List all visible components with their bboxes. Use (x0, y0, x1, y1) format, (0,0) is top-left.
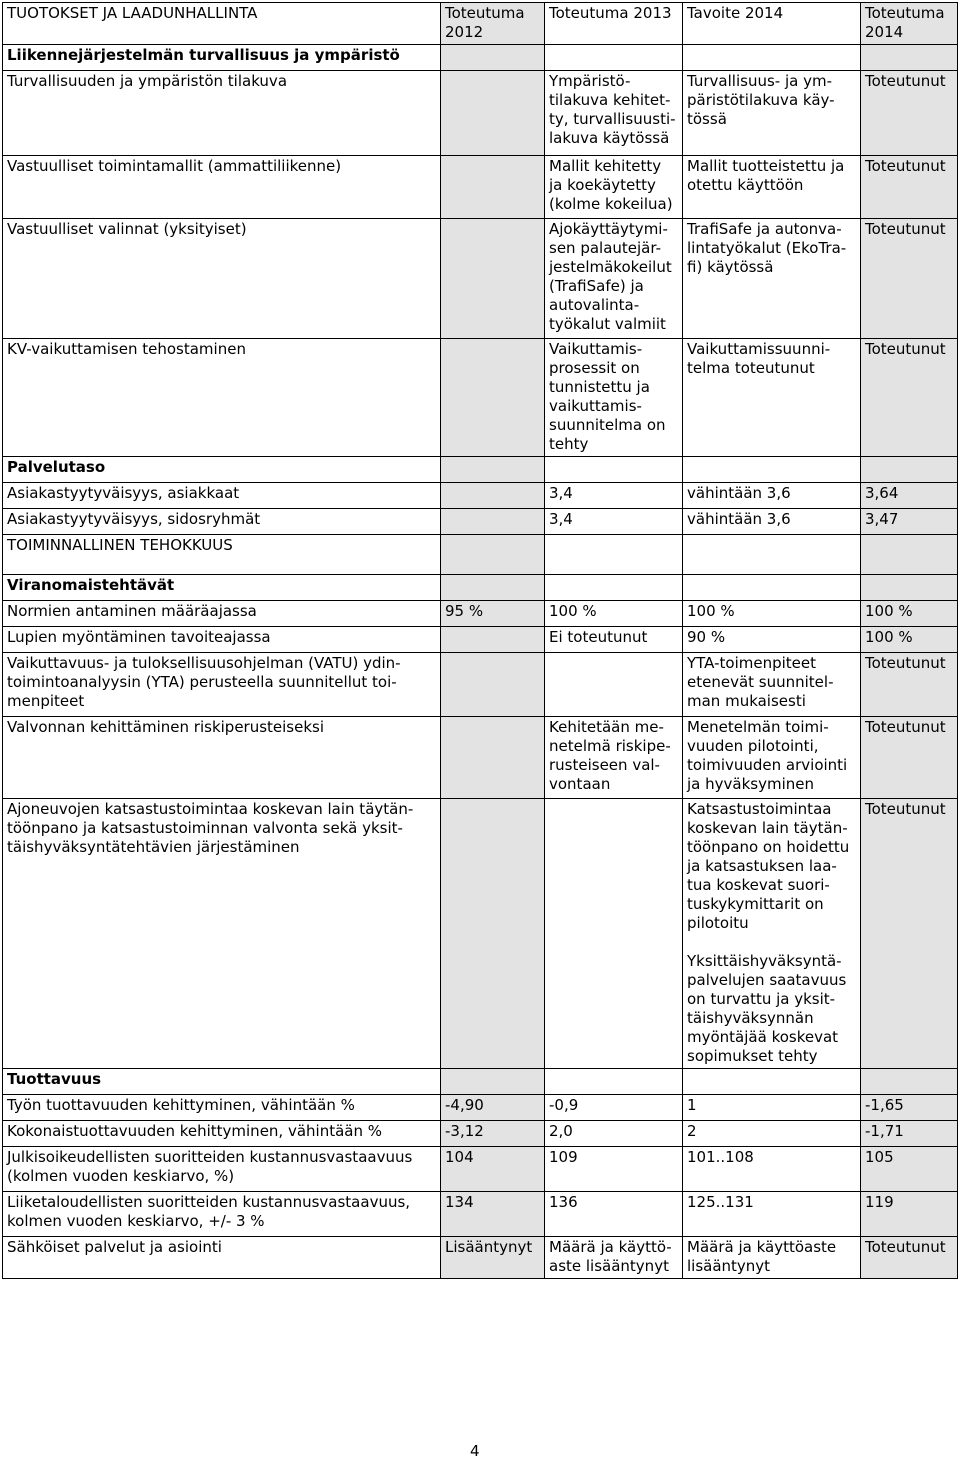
value-target: 1 (683, 1095, 861, 1121)
value-2014: Toteutunut (861, 717, 958, 799)
value-target: 90 % (683, 627, 861, 653)
value-2014: 3,47 (861, 509, 958, 535)
value-2012 (441, 483, 545, 509)
table-row (3, 1237, 958, 1279)
value-target: 101..108 (683, 1147, 861, 1192)
value-2014: 119 (861, 1192, 958, 1237)
value-target: 100 % (683, 601, 861, 627)
value-2013: Mallit kehitetty ja koekäytetty (kolme kokeilua) (545, 156, 683, 219)
table-row (3, 1192, 958, 1237)
row-label: Lupien myöntäminen tavoiteajassa (3, 627, 441, 653)
value-2013: 2,0 (545, 1121, 683, 1147)
row-label: Ajoneuvojen katsastustoimintaa koskevan lain täytän- töönpano ja katsastustoiminnan valvonta sekä yksit- täishyväksyntätehtävien järjestäminen (3, 799, 441, 1069)
value-2014: Toteutunut (861, 219, 958, 339)
row-label: Sähköiset palvelut ja asiointi (3, 1237, 441, 1279)
row-label: Turvallisuuden ja ympäristön tilakuva (3, 71, 441, 156)
value-target: Turvallisuus- ja ym- päristötilakuva käy- tössä (683, 71, 861, 156)
col-header-2012: Toteutuma 2012 (441, 3, 545, 45)
value-2013: 136 (545, 1192, 683, 1237)
table-row (3, 601, 958, 627)
value-2012 (441, 799, 545, 1069)
value-2013: Ajokäyttäytymi- sen palautejär- jestelmäkokeilut (TrafiSafe) ja autovalinta- työkalut valmiit (545, 219, 683, 339)
section-row (3, 457, 958, 483)
table-row (3, 483, 958, 509)
table-row (3, 509, 958, 535)
table-row (3, 717, 958, 799)
row-label: Normien antaminen määräajassa (3, 601, 441, 627)
value-2013: 109 (545, 1147, 683, 1192)
value-target: 2 (683, 1121, 861, 1147)
value-2014: 3,64 (861, 483, 958, 509)
section-row (3, 575, 958, 601)
value-target: Vaikuttamissuunni- telma toteutunut (683, 339, 861, 457)
value-2012: 134 (441, 1192, 545, 1237)
section-row (3, 535, 958, 575)
value-2012 (441, 71, 545, 156)
section-row (3, 45, 958, 71)
page-number: 4 (470, 1442, 480, 1460)
value-2012 (441, 156, 545, 219)
row-label: Julkisoikeudellisten suoritteiden kustannusvastaavuus (kolmen vuoden keskiarvo, %) (3, 1147, 441, 1192)
table-row (3, 1095, 958, 1121)
value-2012: -4,90 (441, 1095, 545, 1121)
value-2013: Kehitetään me- netelmä riskipe- rusteiseen val- vontaan (545, 717, 683, 799)
value-2012: 104 (441, 1147, 545, 1192)
table-row (3, 339, 958, 457)
table-row (3, 219, 958, 339)
value-target: TrafiSafe ja autonva- lintatyökalut (EkoTra- fi) käytössä (683, 219, 861, 339)
section-authority: Viranomaistehtävät (3, 575, 441, 601)
value-2012 (441, 509, 545, 535)
section-productivity: Tuottavuus (3, 1069, 441, 1095)
value-2012 (441, 219, 545, 339)
row-label: Kokonaistuottavuuden kehittyminen, vähintään % (3, 1121, 441, 1147)
value-target: Mallit tuotteistettu ja otettu käyttöön (683, 156, 861, 219)
row-label: Asiakastyytyväisyys, asiakkaat (3, 483, 441, 509)
row-label: KV-vaikuttamisen tehostaminen (3, 339, 441, 457)
table-row (3, 653, 958, 717)
table-title: TUOTOKSET JA LAADUNHALLINTA (3, 3, 441, 45)
table-row (3, 1147, 958, 1192)
header-row (3, 3, 958, 45)
value-2014: -1,65 (861, 1095, 958, 1121)
results-table (2, 2, 958, 1279)
table-row (3, 1121, 958, 1147)
value-2012: -3,12 (441, 1121, 545, 1147)
section-service: Palvelutaso (3, 457, 441, 483)
col-header-2013: Toteutuma 2013 (545, 3, 683, 45)
value-2014: 100 % (861, 627, 958, 653)
value-2014: 105 (861, 1147, 958, 1192)
row-label: Vastuulliset toimintamallit (ammattiliikenne) (3, 156, 441, 219)
value-2014: -1,71 (861, 1121, 958, 1147)
row-label: Työn tuottavuuden kehittyminen, vähintään % (3, 1095, 441, 1121)
value-2012 (441, 717, 545, 799)
value-target: Määrä ja käyttöaste lisääntynyt (683, 1237, 861, 1279)
value-2012 (441, 627, 545, 653)
section-traffic: Liikennejärjestelmän turvallisuus ja ympäristö (3, 45, 441, 71)
table-row (3, 627, 958, 653)
value-target: vähintään 3,6 (683, 483, 861, 509)
table-row (3, 156, 958, 219)
row-label: Liiketaloudellisten suoritteiden kustannusvastaavuus, kolmen vuoden keskiarvo, +/- 3 % (3, 1192, 441, 1237)
value-2014: Toteutunut (861, 653, 958, 717)
value-target: Menetelmän toimi- vuuden pilotointi, toimivuuden arviointi ja hyväksyminen (683, 717, 861, 799)
value-2013: Vaikuttamis- prosessit on tunnistettu ja vaikuttamis- suunnitelma on tehty (545, 339, 683, 457)
col-header-target: Tavoite 2014 (683, 3, 861, 45)
value-2013 (545, 799, 683, 1069)
row-label: Vastuulliset valinnat (yksityiset) (3, 219, 441, 339)
col-header-2014: Toteutuma 2014 (861, 3, 958, 45)
value-target: Katsastustoimintaa koskevan lain täytän- töönpano on hoidettu ja katsastuksen laa- tua koskevat suori- tuskykymittarit on pilotoitu Yksittäishyväksyntä- palvelujen saatavuus on turvattu ja yksit- täishyväksynnän myöntäjää koskevat sopimukset tehty (683, 799, 861, 1069)
value-2013: Määrä ja käyttö- aste lisääntynyt (545, 1237, 683, 1279)
value-2014: Toteutunut (861, 339, 958, 457)
value-2014: Toteutunut (861, 799, 958, 1069)
value-2012 (441, 653, 545, 717)
row-label: Asiakastyytyväisyys, sidosryhmät (3, 509, 441, 535)
value-2013: 100 % (545, 601, 683, 627)
value-2013 (545, 653, 683, 717)
value-target: vähintään 3,6 (683, 509, 861, 535)
value-2014: Toteutunut (861, 71, 958, 156)
value-2013: 3,4 (545, 509, 683, 535)
table-row (3, 799, 958, 1069)
value-2013: -0,9 (545, 1095, 683, 1121)
section-row (3, 1069, 958, 1095)
value-2014: Toteutunut (861, 1237, 958, 1279)
section-operational: TOIMINNALLINEN TEHOKKUUS (3, 535, 441, 575)
value-2014: 100 % (861, 601, 958, 627)
value-2014: Toteutunut (861, 156, 958, 219)
value-target: 125..131 (683, 1192, 861, 1237)
row-label: Valvonnan kehittäminen riskiperusteiseksi (3, 717, 441, 799)
value-2013: Ei toteutunut (545, 627, 683, 653)
value-2012: 95 % (441, 601, 545, 627)
value-2013: 3,4 (545, 483, 683, 509)
value-target: YTA-toimenpiteet etenevät suunnitel- man mukaisesti (683, 653, 861, 717)
table-row (3, 71, 958, 156)
row-label: Vaikuttavuus- ja tuloksellisuusohjelman (VATU) ydin- toimintoanalyysin (YTA) perusteella suunnitellut toi- menpiteet (3, 653, 441, 717)
value-2012: Lisääntynyt (441, 1237, 545, 1279)
value-2013: Ympäristö- tilakuva kehitet- ty, turvallisuusti- lakuva käytössä (545, 71, 683, 156)
value-2012 (441, 339, 545, 457)
